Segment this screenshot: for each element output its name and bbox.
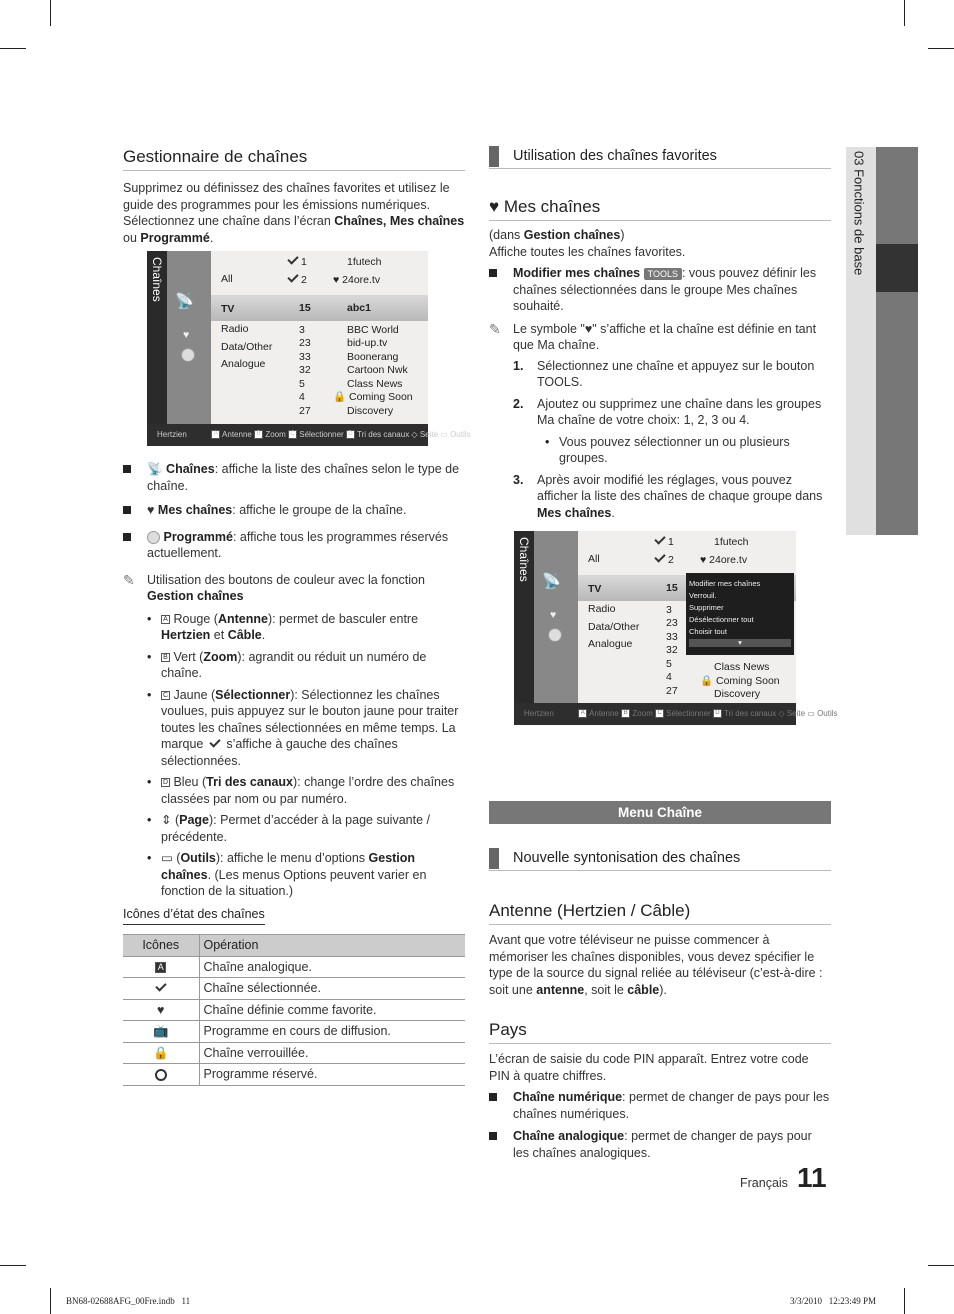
bullet-item: Chaîne numérique: permet de changer de pays pour les chaînes numériques. [489,1089,831,1122]
screen-side-label: Chaînes [150,257,164,302]
dot-item: • B Vert (Zoom): agrandit ou réduit un numéro de chaîne. [147,649,465,682]
subsection-heading: Nouvelle syntonisation des chaînes [489,849,831,871]
menu-item[interactable]: Verrouil. [689,591,717,600]
number-column: 1 2 15 3 23 33 32 5 4 27 [652,536,678,698]
antenna-title: Antenne (Hertzien / Câble) [489,901,831,925]
steps-list [489,358,831,522]
crop-mark [0,48,26,49]
tools-badge: TOOLS [644,268,682,280]
footer-language: Français [740,1176,788,1190]
menu-item[interactable]: Modifier mes chaînes [689,579,761,588]
step-item: 3. Après avoir modifié les réglages, vous pouvez afficher la liste des chaînes de chaque groupe dans Mes chaînes. [513,472,823,520]
dot-item: • ▭ (Outils): affiche le menu d’options Gestion chaînes. (Les menus Options peuvent varier en fonction de la situation.) [147,850,465,900]
subsection-heading: Utilisation des chaînes favorites [489,147,831,169]
dot-item: • D Bleu (Tri des canaux): change l’ordre des chaînes classées par nom ou par numéro. [147,774,465,807]
channel-list-screen [147,251,471,446]
color-button-list [123,611,465,900]
screen-footer: Hertzien A Antenne B Zoom C Sélectionner D Tri des canaux ◇ Seite ▭ Outils [514,703,796,725]
antenna-paragraph: Avant que votre téléviseur ne puisse commencer à mémoriser les chaînes disponibles, vous devez spécifier le type de la source du signal reliée au téléviseur (c’est-à-dire : soit une antenne, soit le câble). [489,933,823,997]
name-column: 1futech ♥ 24ore.tv Class News 🔒 Coming Soon Discovery [700,536,780,700]
bullet-item: Modifier mes chaînes TOOLS : vous pouvez définir les chaînes sélectionnées dans le groupe Mes chaînes souhaité. [489,265,831,315]
my-channels-screen [514,531,838,725]
bullet-item: ♥ Mes chaînes: affiche le groupe de la chaîne. [123,502,465,519]
heart-icon: ♥ [183,329,190,341]
dot-item: • Vous pouvez sélectionner un ou plusieurs groupes. [545,434,831,467]
crop-mark [904,0,905,26]
dot-item: • C Jaune (Sélectionner): Sélectionnez les chaînes voulues, puis appuyez sur le bouton jaune pour traiter toutes les chaînes sélectionnées en même temps. La marque s’affiche à gauche des chaînes sélectionnées. [147,687,465,770]
menu-item[interactable]: Choisir tout [689,627,727,636]
group-column: All TV Radio Data/Other Analogue [221,273,273,370]
table-row: ♥ Chaîne définie comme favorite. [123,999,465,1021]
chapter-label: 03 Fonctions de base [851,151,867,276]
left-bullets [123,461,465,905]
icons-heading: Icônes d’état des chaînes [123,906,265,925]
heart-icon: ♥ [550,609,557,621]
crop-mark [0,1265,26,1266]
number-column: 1 2 15 3 23 33 32 5 4 27 [285,256,311,418]
name-column: 1futech ♥ 24ore.tv abc1 BBC World bid-up.tv Boonerang Cartoon Nwk Class News 🔒 Coming Soon Discovery [333,256,413,417]
right-column [489,147,831,521]
menu-item[interactable]: Désélectionner tout [689,615,754,624]
clock-icon [548,628,562,646]
mes-chaines-title: ♥ Mes chaînes [489,197,831,221]
print-file: BN68-02688AFG_00Fre.indb 11 [66,1296,191,1306]
clock-icon [181,348,195,366]
bullet-item: 📡 Chaînes: affiche la liste des chaînes selon le type de chaîne. [123,461,465,494]
table-row: Programme réservé. [123,1064,465,1086]
page-number: 11 [797,1162,827,1193]
dot-item: • A Rouge (Antenne): permet de basculer entre Hertzien et Câble. [147,611,465,644]
crop-mark [928,1265,954,1266]
screen-side-label: Chaînes [517,537,531,582]
intro-paragraph: Supprimez ou définissez des chaînes favorites et utilisez le guide des programmes pour les émissions numériques. Sélectionnez une chaîne dans l’écran Chaînes, Mes chaînes ou Programmé. [123,181,465,245]
pays-paragraph: L’écran de saisie du code PIN apparaît. Entrez votre code PIN à quatre chiffres. [489,1052,809,1083]
crop-mark [904,1288,905,1314]
section-title: Gestionnaire de chaînes [123,147,465,171]
crop-mark [928,48,954,49]
icons-table: Icônes Opération A Chaîne analogique. Chaîne sélectionnée. ♥ Chaîne définie comme favorite. 📺 Programme en cours de diffusion. 🔒 Chaîne verrouillée. Programme réservé. [123,934,465,1086]
menu-item[interactable]: Supprimer [689,603,724,612]
table-row: A Chaîne analogique. [123,956,465,978]
table-row: 📺 Programme en cours de diffusion. [123,1021,465,1043]
menu-chaine-bar: Menu Chaîne [489,801,831,824]
satellite-icon: 📡 [175,293,194,310]
table-row: 🔒 Chaîne verrouillée. [123,1042,465,1064]
pays-title: Pays [489,1020,831,1044]
chevron-down-icon: ▾ [689,639,791,647]
table-row: Chaîne sélectionnée. [123,978,465,1000]
page-icon: ⇕ [161,813,172,827]
tools-icon: ▭ [161,851,173,865]
desc-line: Affiche toutes les chaînes favorites. [489,244,686,259]
group-column: All TV Radio Data/Other Analogue [588,553,640,650]
bullet-item: Chaîne analogique: permet de changer de pays pour les chaînes analogiques. [489,1128,831,1161]
crop-mark [50,1288,51,1314]
chapter-tab [846,147,918,535]
note: ✎ Le symbole "♥" s’affiche et la chaîne est définie en tant que Ma chaîne. [489,320,817,352]
from-line: (dans Gestion chaînes) [489,228,625,242]
step-item: 2. Ajoutez ou supprimez une chaîne dans les groupes Ma chaîne de votre choix: 1, 2, 3 ou 4. [513,396,822,427]
satellite-icon: 📡 [542,573,561,590]
bullet-item: Programmé: affiche tous les programmes réservés actuellement. [123,529,465,562]
step-item: 1. Sélectionnez une chaîne et appuyez sur le bouton TOOLS. [513,358,815,389]
screen-footer: Hertzien A Antenne B Zoom C Sélectionner D Tri des canaux ◇ Seite ▭ Outils [147,424,428,446]
crop-mark [50,0,51,26]
note: ✎ Utilisation des boutons de couleur avec la fonction Gestion chaînes [123,571,425,603]
tools-popup-menu [686,573,794,655]
left-column [123,147,465,246]
dot-item: • ⇕ (Page): Permet d’accéder à la page suivante / précédente. [147,812,465,845]
right-lower [489,849,831,1167]
print-date: 3/3/2010 12:23:49 PM [790,1296,877,1306]
